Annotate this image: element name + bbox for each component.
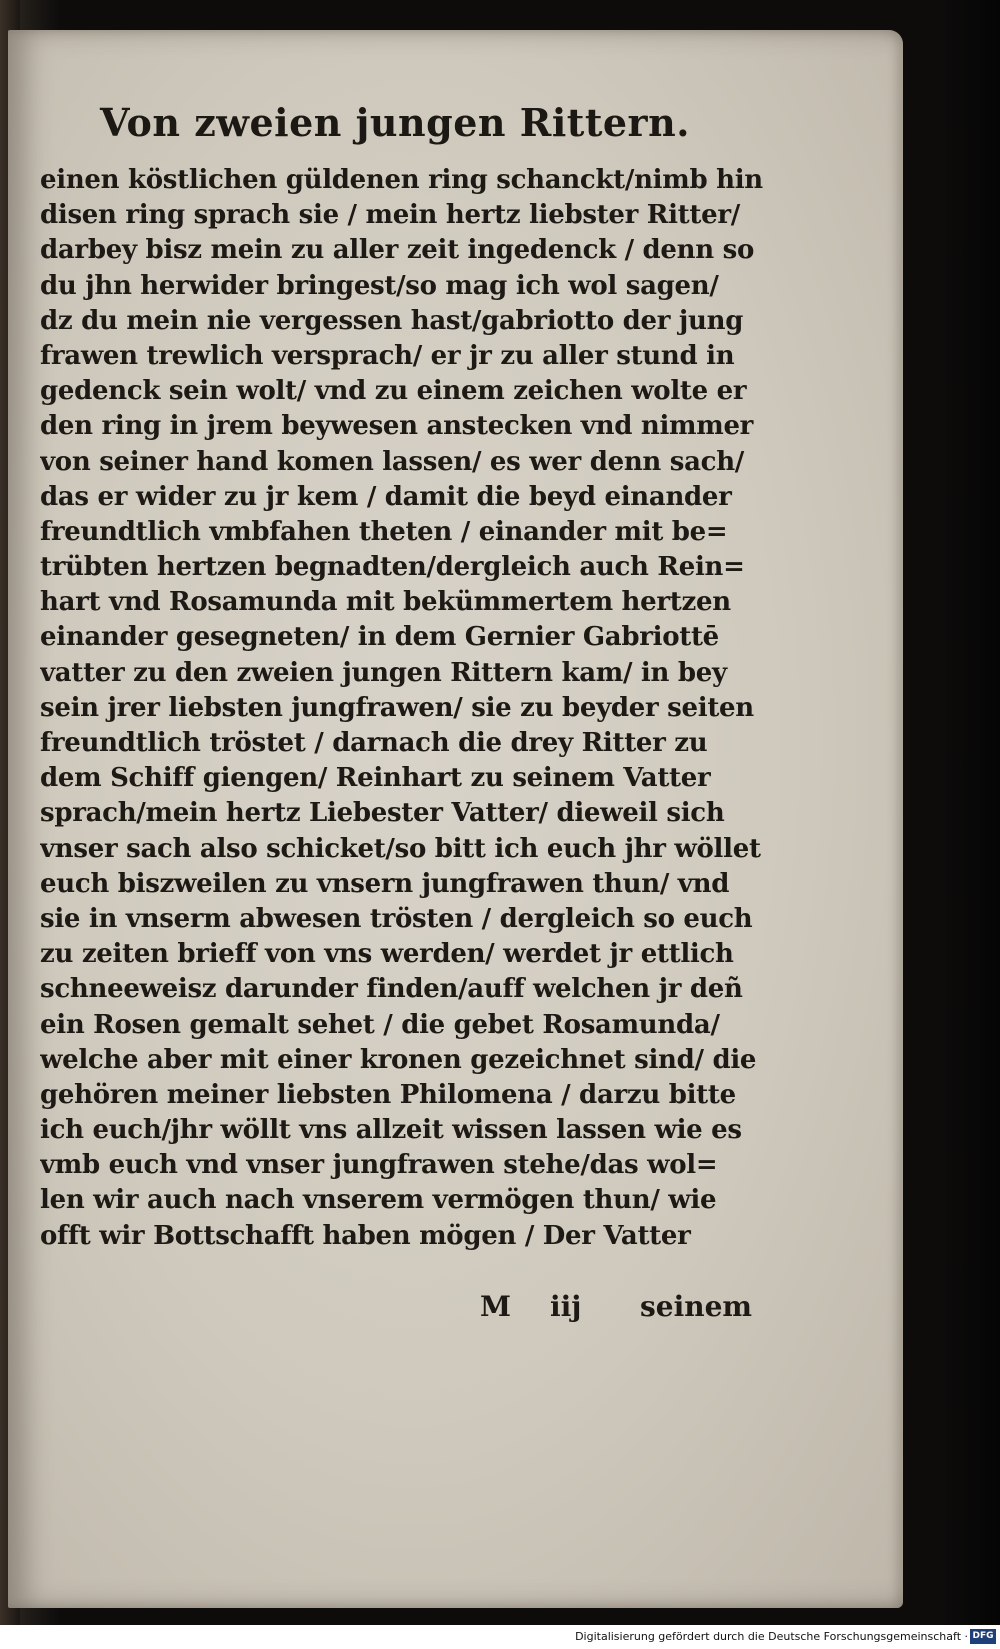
text-line: schneeweisz darunder finden/auff welchen jr deñ bbox=[40, 974, 743, 1005]
text-line: vatter zu den zweien jungen Rittern kam/ in bey bbox=[40, 657, 727, 688]
dfg-logo-icon: DFG bbox=[970, 1629, 996, 1644]
text-line: gedenck sein wolt/ vnd zu einem zeichen wolte er bbox=[40, 376, 747, 407]
text-line: vnser sach also schicket/so bitt ich euch jhr wöllet bbox=[40, 833, 761, 864]
running-title: Von zweien jungen Rittern. bbox=[100, 100, 690, 145]
body-text bbox=[40, 163, 800, 1254]
text-line: freundtlich vmbfahen theten / einander mit be= bbox=[40, 516, 728, 547]
text-line: einander gesegneten/ in dem Gernier Gabriottē bbox=[40, 622, 719, 653]
text-line: von seiner hand komen lassen/ es wer denn sach/ bbox=[40, 446, 744, 477]
catchword: seinem bbox=[640, 1290, 753, 1323]
text-line: dz du mein nie vergessen hast/gabriotto der jung bbox=[40, 305, 744, 336]
text-line: ein Rosen gemalt sehet / die gebet Rosamunda/ bbox=[40, 1009, 720, 1040]
text-line: sie in vnserm abwesen trösten / dergleich so euch bbox=[40, 903, 753, 934]
text-line: du jhn herwider bringest/so mag ich wol sagen/ bbox=[40, 270, 719, 301]
signature-line bbox=[480, 1290, 800, 1330]
text-line: disen ring sprach sie / mein hertz liebster Ritter/ bbox=[40, 200, 740, 231]
funding-credit: Digitalisierung gefördert durch die Deutsche Forschungsgemeinschaft · bbox=[575, 1630, 968, 1643]
text-line: euch biszweilen zu vnsern jungfrawen thun/ vnd bbox=[40, 868, 730, 899]
text-line: einen köstlichen güldenen ring schanckt/nimb hin bbox=[40, 165, 763, 195]
text-line: sein jrer liebsten jungfrawen/ sie zu beyder seiten bbox=[40, 692, 754, 723]
text-line: das er wider zu jr kem / damit die beyd einander bbox=[40, 481, 732, 512]
text-line: ich euch/jhr wöllt vns allzeit wissen lassen wie es bbox=[40, 1115, 742, 1146]
text-line: welche aber mit einer kronen gezeichnet sind/ die bbox=[40, 1044, 757, 1075]
text-line: den ring in jrem beywesen anstecken vnd nimmer bbox=[40, 411, 754, 442]
signature-number: iij bbox=[550, 1290, 582, 1323]
text-line: darbey bisz mein zu aller zeit ingedenck / denn so bbox=[40, 235, 754, 266]
footer-bar bbox=[0, 1625, 1000, 1649]
text-line: frawen trewlich versprach/ er jr zu aller stund in bbox=[40, 340, 735, 371]
text-line: trübten hertzen begnadten/dergleich auch Rein= bbox=[40, 552, 745, 583]
text-line: zu zeiten brieff von vns werden/ werdet jr ettlich bbox=[40, 939, 734, 970]
text-line: sprach/mein hertz Liebester Vatter/ dieweil sich bbox=[40, 798, 725, 829]
text-line: dem Schiff giengen/ Reinhart zu seinem Vatter bbox=[40, 763, 711, 794]
text-line: len wir auch nach vnserem vermögen thun/ wie bbox=[40, 1185, 717, 1216]
signature-mark: M bbox=[480, 1290, 511, 1323]
text-line: gehören meiner liebsten Philomena / darzu bitte bbox=[40, 1079, 736, 1110]
text-line: freundtlich tröstet / darnach die drey Ritter zu bbox=[40, 728, 708, 758]
text-line: hart vnd Rosamunda mit bekümmertem hertzen bbox=[40, 587, 731, 618]
text-line: vmb euch vnd vnser jungfrawen stehe/das wol= bbox=[40, 1150, 718, 1181]
text-line: offt wir Bottschafft haben mögen / Der Vatter bbox=[40, 1220, 691, 1251]
